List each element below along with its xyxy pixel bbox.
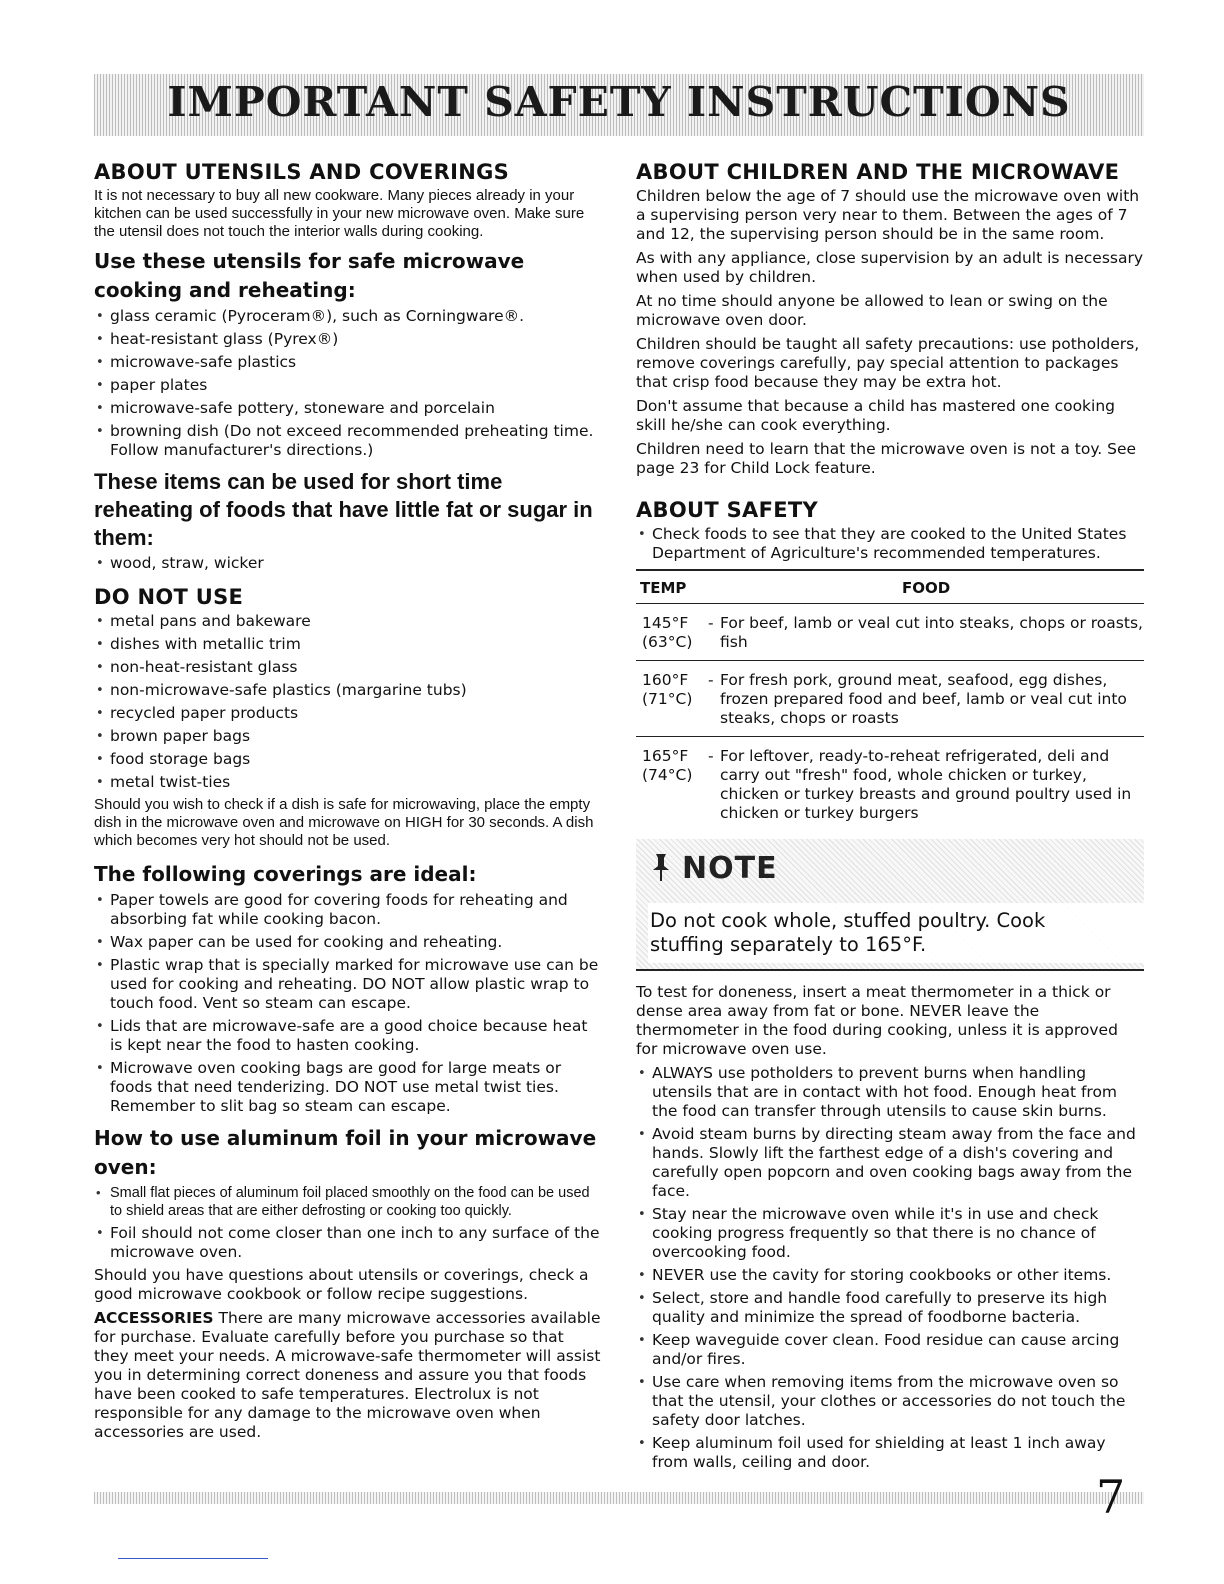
- temp-column-header: TEMP: [640, 579, 687, 597]
- foil-after-text: Should you have questions about utensils or coverings, check a good microwave cookbook or follow recipe suggestions.: [94, 1266, 589, 1303]
- list-item: • recycled paper products: [94, 704, 602, 723]
- temp-c: (71°C): [642, 690, 693, 708]
- table-row: [636, 661, 1144, 737]
- list-item: • Lids that are microwave-safe are a good choice because heat is kept near the food to hasten cooking.: [94, 1017, 602, 1055]
- list-item: • paper plates: [94, 376, 602, 395]
- food-column-header: FOOD: [902, 579, 951, 597]
- note-title: [650, 851, 778, 886]
- list-item: • Check foods to see that they are cooked to the United States Department of Agriculture's recommended temperatures.: [636, 525, 1144, 563]
- coverings-list: [94, 891, 602, 1116]
- footer-bar: [94, 1492, 1144, 1504]
- temp-f: 165°F: [642, 747, 689, 765]
- list-item: • Use care when removing items from the microwave oven so that the utensil, your clothes or accessories do not touch the safety door latches.: [636, 1373, 1144, 1430]
- temp-f: 160°F: [642, 671, 689, 689]
- foil-list: [94, 1184, 602, 1262]
- list-item: • microwave-safe pottery, stoneware and porcelain: [94, 399, 602, 418]
- list-item: • ALWAYS use potholders to prevent burns when handling utensils that are in contact with hot food. Enough heat from the food can transfer through utensils to cause skin burns.: [636, 1064, 1144, 1121]
- title-banner: [94, 74, 1144, 136]
- children-paragraph: Children need to learn that the microwave oven is not a toy. See page 23 for Child Lock feature.: [636, 440, 1137, 477]
- page-title: IMPORTANT SAFETY INSTRUCTIONS: [167, 78, 1071, 126]
- divider: [118, 1558, 268, 1559]
- temp-c: (74°C): [642, 766, 693, 784]
- foil-heading: How to use aluminum foil in your microwave oven:: [94, 1126, 597, 1179]
- temp-c: (63°C): [642, 633, 693, 651]
- accessories-label: ACCESSORIES: [94, 1309, 214, 1327]
- children-heading: ABOUT CHILDREN AND THE MICROWAVE: [636, 160, 1120, 184]
- do-not-use-list: [94, 612, 602, 792]
- dish-check-text: Should you wish to check if a dish is safe for microwaving, place the empty dish in the microwave oven and microwave on HIGH for 30 seconds. A dish which becomes very hot should not be used.: [94, 796, 594, 849]
- list-item: • metal twist-ties: [94, 773, 602, 792]
- accessories-paragraph: [94, 1309, 602, 1442]
- food-cell: For beef, lamb or veal cut into steaks, chops or roasts, fish: [720, 614, 1143, 651]
- table-row: [636, 737, 1144, 831]
- list-item: • brown paper bags: [94, 727, 602, 746]
- food-cell: For fresh pork, ground meat, seafood, egg dishes, frozen prepared food and beef, lamb or veal cut into steaks, chops or roasts: [720, 671, 1127, 727]
- temp-cell: [642, 747, 708, 823]
- children-paragraph: At no time should anyone be allowed to lean or swing on the microwave oven door.: [636, 292, 1108, 329]
- list-item: • Keep aluminum foil used for shielding at least 1 inch away from walls, ceiling and door.: [636, 1434, 1144, 1472]
- list-item: • Wax paper can be used for cooking and reheating.: [94, 933, 602, 952]
- utensils-heading: ABOUT UTENSILS AND COVERINGS: [94, 160, 510, 184]
- table-row: [636, 604, 1144, 661]
- food-cell: For leftover, ready-to-reheat refrigerated, deli and carry out "fresh" food, whole chicken or turkey, chicken or turkey breasts and ground poultry used in chicken or turkey burgers: [720, 747, 1132, 822]
- pushpin-icon: [650, 852, 672, 882]
- list-item: • dishes with metallic trim: [94, 635, 602, 654]
- list-item: • Keep waveguide cover clean. Food residue can cause arcing and/or fires.: [636, 1331, 1144, 1369]
- list-item: • non-heat-resistant glass: [94, 658, 602, 677]
- temperature-table: [636, 569, 1144, 831]
- safe-utensils-heading: Use these utensils for safe microwave cooking and reheating:: [94, 249, 525, 302]
- safety-list: [636, 1064, 1144, 1472]
- accessories-text: There are many microwave accessories available for purchase. Evaluate carefully before you purchase so that they meet your needs. A microwave-safe thermometer will assist you in determining correct doneness and assure you that foods have been cooked to safe temperatures. Electrolux is not responsible for any damage to the microwave oven when accessories are used.: [94, 1309, 601, 1441]
- list-item: • heat-resistant glass (Pyrex®): [94, 330, 602, 349]
- list-item: • browning dish (Do not exceed recommended preheating time. Follow manufacturer's directions.): [94, 422, 602, 460]
- safety-intro-list: [636, 525, 1144, 563]
- safety-heading: ABOUT SAFETY: [636, 498, 818, 522]
- children-paragraph: Children below the age of 7 should use the microwave oven with a supervising person very near to them. Between the ages of 7 and 12, the supervising person should be in the same room.: [636, 187, 1140, 243]
- short-time-heading: These items can be used for short time reheating of foods that have little fat or sugar in them:: [94, 469, 593, 550]
- temp-cell: [642, 614, 708, 652]
- children-paragraph: Children should be taught all safety precautions: use potholders, remove coverings carefully, pay special attention to packages that crisp food because they may be extra hot.: [636, 335, 1140, 391]
- page-number: 7: [1096, 1470, 1126, 1524]
- temp-f: 145°F: [642, 614, 689, 632]
- list-item: • Avoid steam burns by directing steam away from the face and hands. Slowly lift the farthest edge of a dish's covering and carefully open popcorn and oven cooking bags away from the face.: [636, 1125, 1144, 1201]
- list-item: • Foil should not come closer than one inch to any surface of the microwave oven.: [94, 1224, 602, 1262]
- note-box: [636, 839, 1144, 971]
- temp-cell: [642, 671, 708, 728]
- do-not-use-heading: DO NOT USE: [94, 585, 244, 609]
- list-item: • glass ceramic (Pyroceram®), such as Corningware®.: [94, 307, 602, 326]
- list-item: • Small flat pieces of aluminum foil placed smoothly on the food can be used to shield areas that are either defrosting or cooking too quickly.: [94, 1184, 602, 1220]
- children-paragraph: As with any appliance, close supervision by an adult is necessary when used by children.: [636, 249, 1144, 286]
- dash: -: [708, 747, 714, 765]
- list-item: • Select, store and handle food carefully to preserve its high quality and minimize the spread of foodborne bacteria.: [636, 1289, 1144, 1327]
- list-item: • food storage bags: [94, 750, 602, 769]
- list-item: • non-microwave-safe plastics (margarine tubs): [94, 681, 602, 700]
- list-item: • metal pans and bakeware: [94, 612, 602, 631]
- note-text: Do not cook whole, stuffed poultry. Cook stuffing separately to 165°F.: [650, 909, 1046, 956]
- list-item: • wood, straw, wicker: [94, 554, 602, 573]
- note-title-text: NOTE: [682, 851, 778, 886]
- list-item: • Plastic wrap that is specially marked for microwave use can be used for cooking and reheating. DO NOT allow plastic wrap to touch food. Vent so steam can escape.: [94, 956, 602, 1013]
- children-paragraph: Don't assume that because a child has mastered one cooking skill he/she can cook everything.: [636, 397, 1116, 434]
- list-item: • NEVER use the cavity for storing cookbooks or other items.: [636, 1266, 1144, 1285]
- dash: -: [708, 614, 714, 632]
- coverings-heading: The following coverings are ideal:: [94, 862, 477, 886]
- dash: -: [708, 671, 714, 689]
- list-item: • Stay near the microwave oven while it's in use and check cooking progress frequently so that there is no chance of overcooking food.: [636, 1205, 1144, 1262]
- doneness-text: To test for doneness, insert a meat thermometer in a thick or dense area away from fat or bone. NEVER leave the thermometer in the food during cooking, unless it is approved for microwave oven use.: [636, 983, 1118, 1058]
- short-time-list: [94, 554, 602, 573]
- right-column: [636, 160, 1144, 1476]
- list-item: • Paper towels are good for covering foods for reheating and absorbing fat while cooking bacon.: [94, 891, 602, 929]
- list-item: • Microwave oven cooking bags are good for large meats or foods that need tenderizing. DO NOT use metal twist ties. Remember to slit bag so steam can escape.: [94, 1059, 602, 1116]
- left-column: [94, 160, 602, 1447]
- safe-utensils-list: [94, 307, 602, 460]
- list-item: • microwave-safe plastics: [94, 353, 602, 372]
- utensils-intro: It is not necessary to buy all new cookware. Many pieces already in your kitchen can be used successfully in your new microwave oven. Make sure the utensil does not touch the interior walls during cooking.: [94, 187, 585, 240]
- table-header: [636, 571, 1144, 604]
